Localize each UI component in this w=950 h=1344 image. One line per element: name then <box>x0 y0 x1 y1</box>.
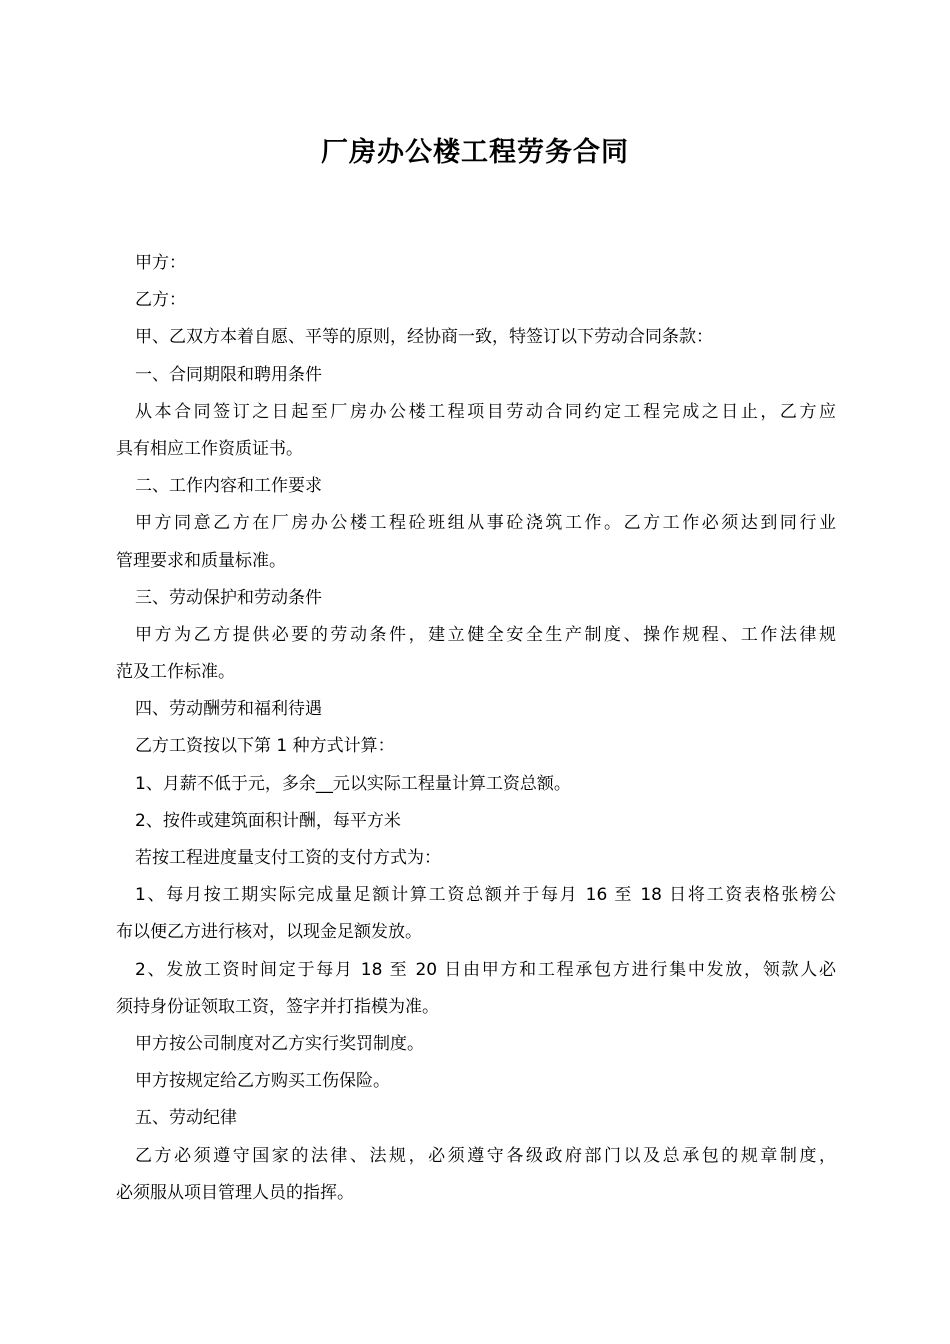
document-title: 厂房办公楼工程劳务合同 <box>321 137 629 168</box>
paragraph-line: 甲方按公司制度对乙方实行奖罚制度。 <box>135 1033 424 1054</box>
paragraph-line: 必须服从项目管理人员的指挥。 <box>116 1182 354 1203</box>
document-body <box>116 249 836 1216</box>
list-item-continuation: 布以便乙方进行核对，以现金足额发放。 <box>116 922 422 943</box>
paragraph-line: 甲方为乙方提供必要的劳动条件，建立健全安全生产制度、操作规程、工作法律规 <box>135 624 836 645</box>
list-item-continuation: 须持身份证领取工资，签字并打指模为准。 <box>116 996 439 1017</box>
section-heading-5: 五、劳动纪律 <box>135 1108 237 1129</box>
paragraph-line: 乙方必须遵守国家的法律、法规，必须遵守各级政府部门以及总承包的规章制度， <box>135 1145 836 1166</box>
list-item: 1、每月按工期实际完成量足额计算工资总额并于每月 16 至 18 日将工资表格张榜公 <box>135 885 836 906</box>
party-a-line: 甲方： <box>135 253 186 273</box>
paragraph-line: 甲方按规定给乙方购买工伤保险。 <box>135 1071 390 1092</box>
party-b-line: 乙方： <box>135 290 186 311</box>
paragraph-line: 若按工程进度量支付工资的支付方式为： <box>135 848 441 868</box>
list-item: 1、月薪不低于元，多余__元以实际工程量计算工资总额。 <box>135 773 571 794</box>
paragraph-line: 甲方同意乙方在厂房办公楼工程砼班组从事砼浇筑工作。乙方工作必须达到同行业 <box>135 513 836 534</box>
section-heading-1: 一、合同期限和聘用条件 <box>135 364 322 385</box>
paragraph-line: 乙方工资按以下第 1 种方式计算： <box>135 736 395 757</box>
preamble-line: 甲、乙双方本着自愿、平等的原则，经协商一致，特签订以下劳动合同条款： <box>135 327 713 348</box>
list-item: 2、发放工资时间定于每月 18 至 20 日由甲方和工程承包方进行集中发放，领款人必 <box>135 959 836 980</box>
paragraph-line: 管理要求和质量标准。 <box>116 550 286 571</box>
section-heading-3: 三、劳动保护和劳动条件 <box>135 587 322 608</box>
section-heading-2: 二、工作内容和工作要求 <box>135 476 322 497</box>
paragraph-line: 具有相应工作资质证书。 <box>116 438 303 459</box>
paragraph-line: 范及工作标准。 <box>116 662 235 683</box>
list-item: 2、按件或建筑面积计酬，每平方米 <box>135 810 401 831</box>
paragraph-line: 从本合同签订之日起至厂房办公楼工程项目劳动合同约定工程完成之日止，乙方应 <box>135 401 836 422</box>
section-heading-4: 四、劳动酬劳和福利待遇 <box>135 699 322 720</box>
